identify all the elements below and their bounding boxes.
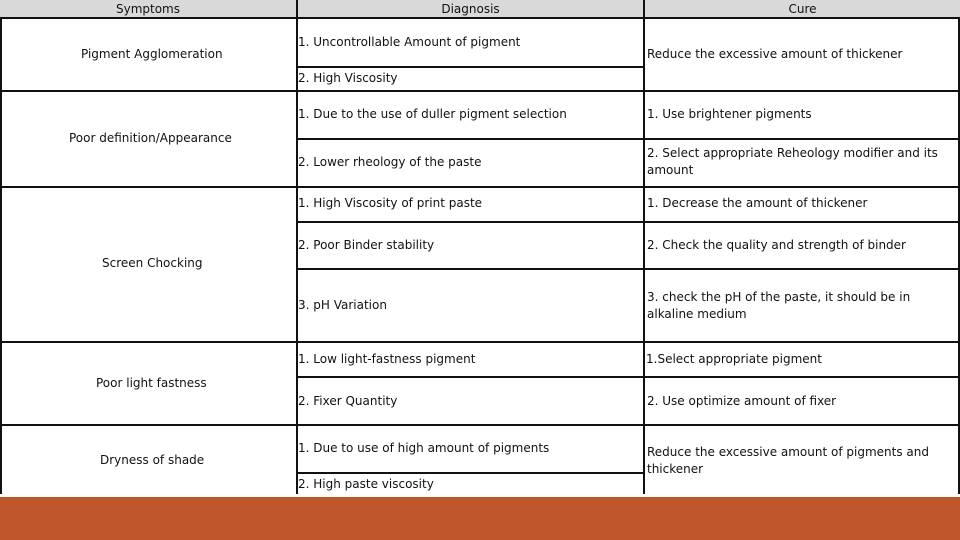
cell-divider bbox=[643, 221, 960, 223]
cell-divider bbox=[296, 90, 645, 92]
cell-divider bbox=[296, 186, 645, 188]
cure-item: 2. Select appropriate Reheology modifier and its amount bbox=[647, 146, 938, 177]
cell-divider bbox=[643, 90, 960, 92]
row-divider bbox=[0, 186, 298, 188]
diagnosis-item: 3. pH Variation bbox=[298, 298, 387, 312]
cell-divider bbox=[296, 472, 645, 474]
header-diagnosis-label: Diagnosis bbox=[441, 1, 500, 16]
row-divider bbox=[0, 424, 298, 426]
symptom-dryness-of-shade: Dryness of shade bbox=[100, 453, 205, 467]
cell-divider bbox=[643, 268, 960, 270]
cell-divider bbox=[296, 221, 645, 223]
diagnosis-item: 2. Fixer Quantity bbox=[298, 394, 398, 408]
cure-item: Reduce the excessive amount of thickener bbox=[647, 47, 903, 61]
header-cure-label: Cure bbox=[788, 1, 817, 16]
diagnosis-item: 2. Poor Binder stability bbox=[298, 238, 435, 252]
cure-item: 2. Use optimize amount of fixer bbox=[647, 394, 837, 408]
cell-divider bbox=[643, 186, 960, 188]
cell-divider bbox=[296, 341, 645, 343]
cell-divider bbox=[296, 424, 645, 426]
cell-divider bbox=[296, 66, 645, 68]
row-divider bbox=[0, 341, 298, 343]
symptom-screen-chocking: Screen Chocking bbox=[102, 256, 203, 270]
cell-divider bbox=[643, 376, 960, 378]
cell-divider bbox=[643, 341, 960, 343]
row-divider bbox=[0, 90, 298, 92]
border-col2 bbox=[643, 0, 645, 497]
cell-divider bbox=[296, 268, 645, 270]
cure-item: Reduce the excessive amount of pigments and thickener bbox=[647, 445, 929, 476]
diagnosis-item: 1. High Viscosity of print paste bbox=[298, 196, 483, 210]
diagnosis-item: 1. Low light-fastness pigment bbox=[298, 352, 476, 366]
cell-divider bbox=[296, 138, 645, 140]
symptom-pigment-agglomeration: Pigment Agglomeration bbox=[81, 47, 223, 61]
diagnosis-item: 2. Lower rheology of the paste bbox=[298, 155, 482, 169]
footer-bar bbox=[0, 497, 960, 540]
symptom-poor-light-fastness: Poor light fastness bbox=[96, 376, 207, 390]
header-diagnosis bbox=[298, 0, 643, 19]
header-cure bbox=[645, 0, 960, 19]
cure-item: 1. Use brightener pigments bbox=[647, 107, 812, 121]
cell-divider bbox=[643, 424, 960, 426]
cure-item: 2. Check the quality and strength of binder bbox=[647, 238, 906, 252]
diagnosis-item: 1. Uncontrollable Amount of pigment bbox=[298, 35, 521, 49]
diagnosis-item: 1. Due to the use of duller pigment selection bbox=[298, 107, 567, 121]
cell-divider bbox=[296, 376, 645, 378]
diagnosis-item: 1. Due to use of high amount of pigments bbox=[298, 441, 550, 455]
cure-item: 3. check the pH of the paste, it should be in alkaline medium bbox=[647, 290, 911, 321]
header-symptoms bbox=[0, 0, 296, 19]
cure-item: 1. Decrease the amount of thickener bbox=[647, 196, 868, 210]
cell-divider bbox=[643, 138, 960, 140]
cure-item: 1.Select appropriate pigment bbox=[646, 352, 822, 366]
diagnosis-item: 2. High Viscosity bbox=[298, 71, 398, 85]
header-symptoms-label: Symptoms bbox=[115, 1, 180, 16]
diagnosis-item: 2. High paste viscosity bbox=[298, 477, 434, 491]
symptom-poor-definition: Poor definition/Appearance bbox=[69, 131, 232, 145]
